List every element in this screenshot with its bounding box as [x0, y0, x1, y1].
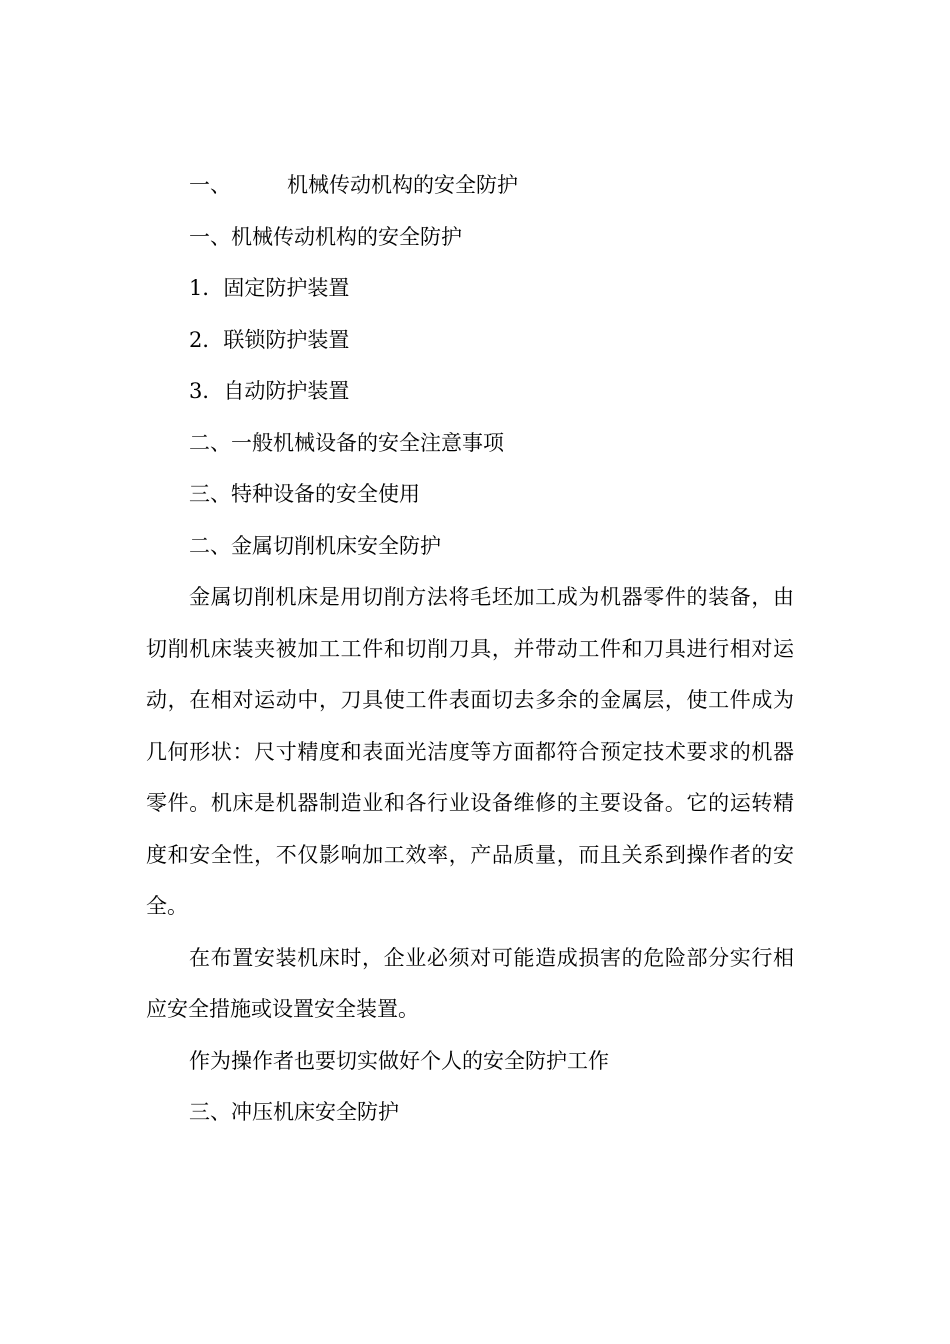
heading-punch-press: 三、冲压机床安全防护 — [189, 1100, 399, 1124]
item-automatic-guard: 3．自动防护装置 — [189, 379, 350, 403]
item-interlock-guard: 2．联锁防护装置 — [189, 327, 350, 352]
heading-text: 机械传动机构的安全防护 — [287, 173, 518, 197]
heading-general-equipment: 二、一般机械设备的安全注意事项 — [189, 430, 504, 455]
line-operator-protection: 作为操作者也要切实做好个人的安全防护工作 — [189, 1048, 609, 1073]
heading-mechanical-transmission: 一、机械传动机构的安全防护 — [189, 224, 462, 249]
paragraph-installation-safety: 在布置安装机床时，企业必须对可能造成损害的危险部分实行相应安全措施或设置安全装置。 — [146, 945, 794, 1021]
item-fixed-guard: 1．固定防护装置 — [189, 276, 350, 300]
heading-mechanical-transmission-primary — [146, 160, 794, 212]
heading-number: 一、 — [189, 173, 231, 197]
heading-special-equipment: 三、特种设备的安全使用 — [189, 482, 420, 506]
document-body — [146, 160, 794, 1139]
paragraph-metal-cutting-description: 金属切削机床是用切削方法将毛坯加工成为机器零件的装备，由切削机床装夹被加工工件和切削刀具，并带动工件和刀具进行相对运动，在相对运动中，刀具使工件表面切去多余的金属层，使工件成为几何形状：尺寸精度和表面光洁度等方面都符合预定技术要求的机器零件。机床是机器制造业和各行业设备维修的主要设备。它的运转精度和安全性，不仅影响加工效率，产品质量，而且关系到操作者的安全。 — [146, 585, 794, 918]
heading-metal-cutting: 二、金属切削机床安全防护 — [189, 533, 441, 558]
